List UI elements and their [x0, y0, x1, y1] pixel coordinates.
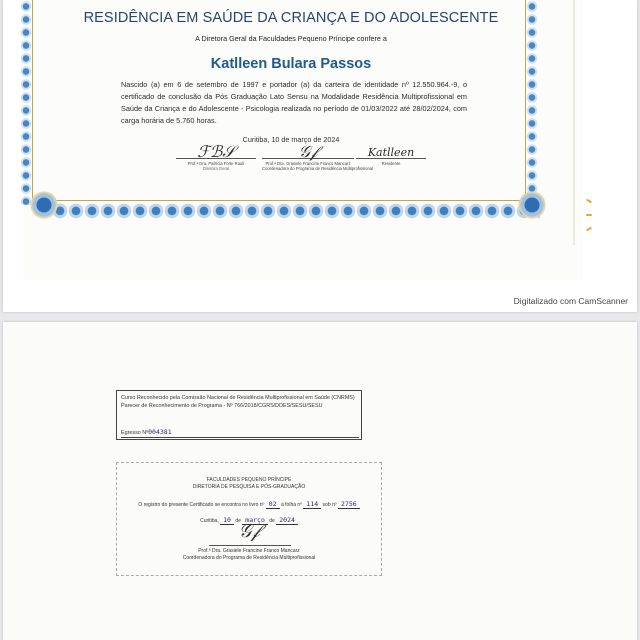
ornamental-border-right	[525, 0, 538, 205]
registry-day: 10	[220, 516, 234, 525]
signer-role: Diretora Geral	[202, 166, 230, 171]
signature-block-resident	[356, 146, 426, 166]
signature-mark: ℱℬ𝒮	[197, 142, 235, 161]
signature-block-director	[176, 142, 256, 171]
registry-institution: FACULDADES PEQUENO PRÍNCIPE	[206, 477, 292, 483]
cnrms-recognition-box	[116, 390, 362, 440]
ornamental-border-bottom	[36, 200, 540, 219]
ornamental-border-left	[20, 0, 33, 205]
registry-signature-mark: 𝒢𝒻	[238, 521, 260, 542]
certificate-title: RESIDÊNCIA EM SAÚDE DA CRIANÇA E DO ADOLESCENTE	[83, 10, 499, 26]
ornament-corner-left-icon	[30, 190, 58, 220]
registry-signer-role: Coordenadora do Programa de Residência Multiprofissional	[182, 555, 316, 561]
under-label: sob nº	[322, 502, 337, 508]
registry-signer-name: Prof.ª Dra. Grasiele Francine Franco Mancarz	[198, 548, 300, 554]
signature-block-coordinator	[262, 142, 374, 171]
egresso-label: Egresso Nº	[121, 430, 149, 436]
certificate-subtitle: A Diretora Geral da Faculdades Pequeno Príncipe confere a	[195, 34, 387, 43]
sheet-edge	[573, 0, 575, 245]
de-label: de	[269, 518, 275, 524]
registry-prefix: O registro do presente Certificado se encontra no livro nº	[138, 502, 265, 508]
signer-role: Coordenadora do Programa de Residência Multiprofissional	[262, 166, 374, 171]
registry-year: 2024	[276, 516, 298, 525]
signer-name: Prof.ª Dra. Grasiele Francine Franco Mancarz	[265, 161, 351, 166]
page-number: 114	[303, 500, 321, 509]
gold-ornament-marks	[586, 198, 596, 238]
registry-record-line	[117, 500, 381, 508]
scanner-watermark: Digitalizado com CamScanner	[513, 296, 628, 306]
registry-number: 2756	[338, 500, 360, 509]
egresso-number	[121, 428, 359, 438]
ornament-corner-right-icon	[518, 190, 546, 220]
registry-signature-line	[209, 545, 291, 546]
scanned-page-certificate-front	[3, 0, 637, 312]
recipient-name: Katlleen Bulara Passos	[210, 56, 372, 72]
signature-mark: Katlleen	[367, 146, 415, 159]
book-number: 02	[266, 500, 280, 509]
cnrms-line-2: Parecer de Reconhecimento de Programa - Nº 766/2018/CGRS/DDES/SESU/SESU	[121, 403, 323, 409]
registry-department: DIRETORIA DE PESQUISA E PÓS-GRADUAÇÃO	[192, 484, 306, 490]
place-date: Curitiba, 10 de março de 2024	[242, 135, 340, 144]
egresso-value: 004381	[148, 428, 172, 436]
cnrms-line-1: Curso Reconhecido pela Comissão Nacional de Residência Multiprofissional em Saúde (CNRMS)	[121, 395, 355, 401]
signer-name: Prof.ª Dra. Patrícia Forte Rauli	[187, 161, 245, 166]
signer-name: Residente	[381, 161, 401, 166]
registry-city: Curitiba,	[200, 518, 219, 524]
signature-mark: 𝒢𝒻	[298, 142, 318, 161]
registry-stamp-box	[116, 462, 382, 576]
certificate-body: Nascido (a) em 6 de setembro de 1997 e portador (a) da carteira de identidade nº 12.550.964.-9, o certificado de conclusão da Pós Graduação Lato Sensu na Modalidade Residência Multiprofissional em Saúde da Criança e do Adolescente - Psicologia realizada no período de 01/03/2022 até 28/02/2024, com carga horária de 5.760 horas.	[121, 80, 467, 125]
registry-month: março	[242, 516, 268, 525]
de-label: de	[235, 518, 241, 524]
page-label: à folha nº	[281, 502, 303, 508]
